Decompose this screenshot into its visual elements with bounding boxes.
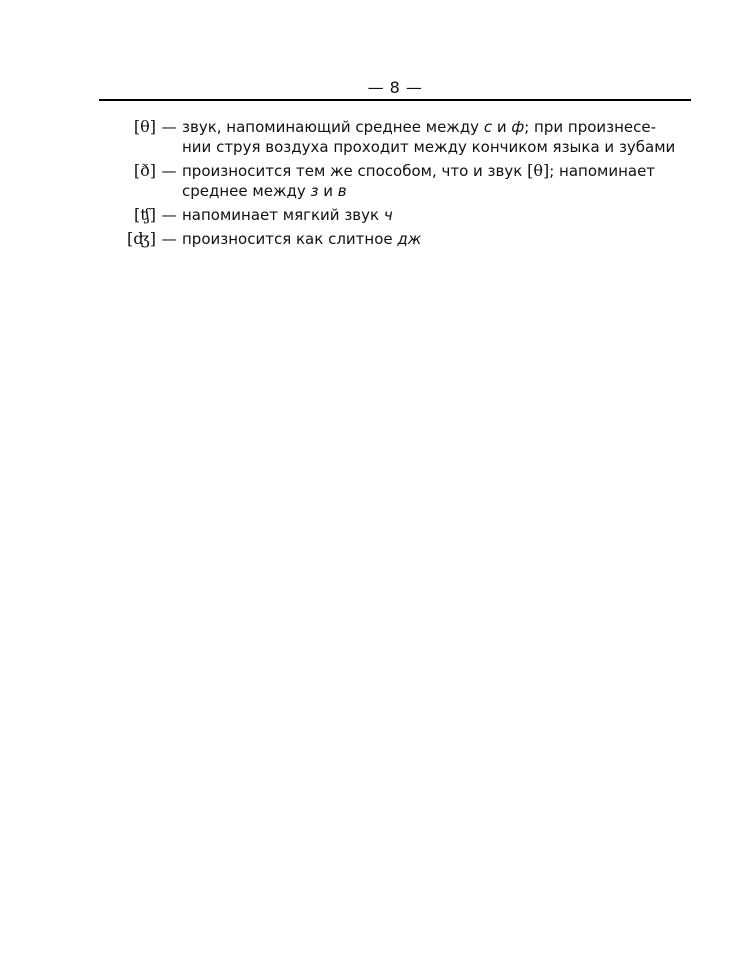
description-text: ; при произнесе-: [524, 118, 657, 136]
letter-example: в: [337, 182, 347, 200]
description-text: и: [318, 182, 338, 200]
description-text: и: [492, 118, 512, 136]
page-number: — 8 —: [367, 78, 423, 97]
ipa-symbol: [ʧ]: [133, 205, 156, 224]
letter-example: ч: [383, 206, 393, 224]
dash: —: [161, 162, 177, 180]
description-text: среднее между: [182, 182, 311, 200]
letter-example: с: [483, 118, 493, 136]
list-item: [118, 229, 678, 249]
letter-example: дж: [397, 230, 422, 248]
description: [182, 161, 678, 201]
list-item: [118, 205, 678, 225]
ipa-symbol: [ʤ]: [126, 229, 156, 248]
dash: —: [161, 118, 177, 136]
header-rule: [99, 99, 691, 101]
dash: —: [161, 230, 177, 248]
ipa-symbol: [θ]: [133, 117, 156, 136]
list-item: [118, 161, 678, 201]
description-text: звук, напоминающий среднее между: [182, 118, 484, 136]
description-text: напоминает мягкий звук: [182, 206, 384, 224]
description-text: произносится тем же способом, что и звук: [182, 162, 528, 180]
dash: —: [161, 206, 177, 224]
description-text: ; напоминает: [549, 162, 656, 180]
ipa-reference: [θ]: [527, 161, 550, 180]
description: [182, 117, 678, 157]
letter-example: ф: [511, 118, 525, 136]
description: [182, 205, 678, 225]
phonetic-list: [118, 117, 678, 253]
description-text: произносится как слитное: [182, 230, 398, 248]
ipa-symbol: [ð]: [133, 161, 156, 180]
description-text: нии струя воздуха проходит между кончиком языка и зубами: [182, 138, 676, 156]
description: [182, 229, 678, 249]
letter-example: з: [310, 182, 319, 200]
list-item: [118, 117, 678, 157]
